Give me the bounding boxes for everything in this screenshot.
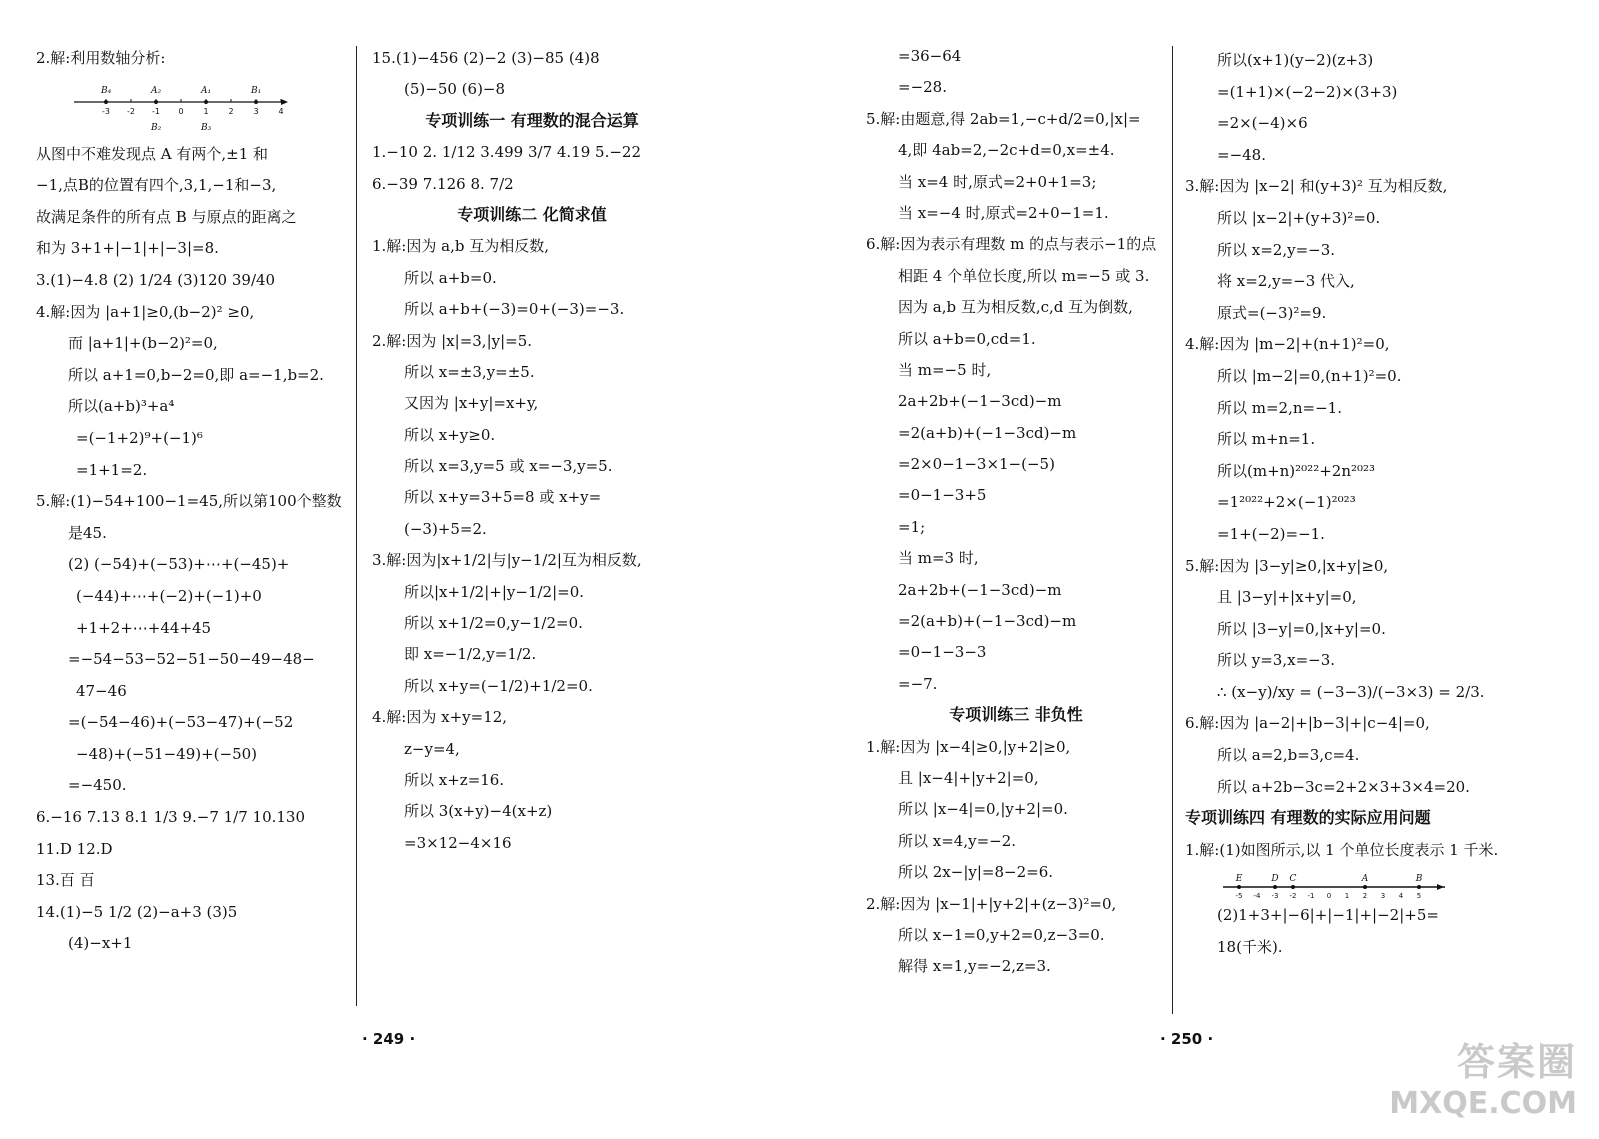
text-line: 5.解:由题意,得 2ab=1,−c+d/2=0,|x|=: [866, 109, 1141, 128]
tick-label: 0: [178, 106, 184, 116]
point-label: B₄: [101, 85, 112, 96]
text-line: 所以 a+b=0.: [404, 268, 497, 287]
text-line: 解得 x=1,y=−2,z=3.: [898, 957, 1051, 976]
text-line: 且 |3−y|+|x+y|=0,: [1217, 588, 1357, 607]
point-label: E: [1235, 874, 1243, 885]
text-line: −48)+(−51−49)+(−50): [76, 744, 258, 763]
text-line: =−48.: [1217, 145, 1266, 164]
tick-label: 2: [1362, 892, 1368, 901]
text-line: =(1+1)×(−2−2)×(3+3): [1217, 82, 1398, 101]
tick-label: 1: [1344, 892, 1350, 901]
text-line: 因为 a,b 互为相反数,c,d 互为倒数,: [898, 298, 1133, 317]
text-line: =−54−53−52−51−50−49−48−: [68, 650, 315, 669]
text-line: 所以 a=2,b=3,c=4.: [1217, 746, 1360, 765]
text-line: 3.解:因为|x+1/2|与|y−1/2|互为相反数,: [372, 551, 642, 570]
text-line: 所以 m=2,n=−1.: [1217, 398, 1342, 417]
text-line: 6.解:因为 |a−2|+|b−3|+|c−4|=0,: [1185, 714, 1430, 733]
text-line: 故满足条件的所有点 B 与原点的距离之: [36, 207, 297, 226]
text-line: 所以 x+z=16.: [404, 770, 505, 789]
section-heading: 专项训练一 有理数的混合运算: [425, 110, 639, 130]
text-line: 1.解:因为 |x−4|≥0,|y+2|≥0,: [866, 737, 1071, 756]
text-line: 当 m=−5 时,: [898, 360, 992, 379]
text-line: 1.−10 2. 1/12 3.499 3/7 4.19 5.−22: [372, 143, 642, 162]
column-3: [866, 46, 1166, 988]
text-line: 13.百 百: [36, 871, 95, 890]
tick-label: 5: [1416, 892, 1422, 901]
watermark-url: MXQE.COM: [1389, 1086, 1577, 1121]
tick-label: 3: [1380, 892, 1386, 901]
tick-label: -5: [1235, 892, 1243, 901]
point-label: B₁: [251, 85, 262, 96]
text-line: ∴ (x−y)/xy = (−3−3)/(−3×3) = 2/3.: [1217, 682, 1485, 701]
text-line: 所以 a+b=0,cd=1.: [898, 329, 1036, 348]
text-line: 1.解:(1)如图所示,以 1 个单位长度表示 1 千米.: [1185, 840, 1499, 859]
number-line-svg-2: [1185, 871, 1445, 903]
text-line: 6.−39 7.126 8. 7/2: [372, 174, 514, 193]
tick-label: 4: [278, 106, 284, 116]
watermark-title: 答案圈: [1456, 1040, 1577, 1084]
text-line: 且 |x−4|+|y+2|=0,: [898, 768, 1039, 787]
text-line: 4.解:因为 |m−2|+(n+1)²=0,: [1185, 335, 1390, 354]
number-line-svg: [36, 80, 296, 140]
point-label: A₁: [201, 85, 212, 96]
number-line-figure: [36, 80, 356, 144]
page-number-left: · 249 ·: [362, 1030, 416, 1048]
text-line: 所以 x=3,y=5 或 x=−3,y=5.: [404, 457, 613, 476]
number-line-figure-2: [1185, 871, 1485, 905]
text-line: 2.解:因为 |x|=3,|y|=5.: [372, 331, 533, 350]
text-line: 所以(x+1)(y−2)(z+3): [1217, 51, 1374, 69]
tick-label: -1: [1307, 892, 1315, 901]
text-line: 相距 4 个单位长度,所以 m=−5 或 3.: [898, 266, 1150, 285]
point-label: B: [1415, 874, 1423, 885]
tick-label: 4: [1398, 892, 1404, 901]
column-4: [1185, 50, 1499, 969]
text-line: 即 x=−1/2,y=1/2.: [404, 645, 537, 664]
text-line: =−7.: [898, 674, 938, 693]
point-label: A₂: [151, 85, 162, 96]
text-line: 所以 x+y=3+5=8 或 x+y=: [404, 488, 602, 507]
text-line: =3×12−4×16: [404, 833, 512, 852]
text-line: 所以 |x−2|+(y+3)²=0.: [1217, 208, 1381, 227]
text-line: 将 x=2,y=−3 代入,: [1217, 272, 1355, 291]
text-line: 18(千米).: [1217, 938, 1283, 957]
text-line: 所以 a+b+(−3)=0+(−3)=−3.: [404, 300, 625, 319]
text-line: 所以(a+b)³+a⁴: [68, 397, 175, 416]
tick-label: -3: [102, 106, 110, 116]
text-line: (4)−x+1: [68, 934, 133, 953]
column-1: [36, 48, 356, 965]
text-line: =−28.: [898, 78, 947, 97]
text-line: 而 |a+1|+(b−2)²=0,: [68, 334, 218, 353]
text-line: 当 x=−4 时,原式=2+0−1=1.: [898, 203, 1109, 222]
text-line: =1;: [898, 517, 926, 536]
text-line: 所以 3(x+y)−4(x+z): [404, 802, 553, 821]
text-line: 6.−16 7.13 8.1 1/3 9.−7 1/7 10.130: [36, 808, 306, 827]
text-line: 47−46: [76, 681, 127, 700]
text-line: 2.解:利用数轴分析:: [36, 49, 166, 67]
text-line: 原式=(−3)²=9.: [1217, 303, 1327, 322]
point-label: D: [1271, 874, 1279, 885]
text-line: 1.解:因为 a,b 互为相反数,: [372, 237, 549, 256]
tick-label: -3: [1271, 892, 1279, 901]
text-line: 所以 y=3,x=−3.: [1217, 651, 1336, 670]
text-line: 是45.: [68, 523, 107, 542]
text-line: +1+2+⋯+44+45: [76, 618, 212, 637]
text-line: =0−1−3+5: [898, 486, 987, 505]
text-line: =(−1+2)⁹+(−1)⁶: [76, 428, 203, 447]
watermark: [1389, 1031, 1577, 1121]
text-line: 所以 |3−y|=0,|x+y|=0.: [1217, 619, 1386, 638]
text-line: (2)1+3+|−6|+|−1|+|−2|+5=: [1217, 906, 1439, 925]
text-line: 所以 |m−2|=0,(n+1)²=0.: [1217, 366, 1402, 385]
text-line: =2(a+b)+(−1−3cd)−m: [898, 423, 1077, 442]
text-line: 从图中不难发现点 A 有两个,±1 和: [36, 144, 269, 163]
tick-label: 3: [253, 106, 259, 116]
text-line: 5.解:因为 |3−y|≥0,|x+y|≥0,: [1185, 556, 1389, 575]
text-line: 3.(1)−4.8 (2) 1/24 (3)120 39/40: [36, 270, 276, 289]
text-line: 所以 m+n=1.: [1217, 430, 1316, 449]
text-line: 6.解:因为表示有理数 m 的点与表示−1的点: [866, 235, 1157, 254]
point-label: C: [1289, 874, 1297, 885]
page-number-right: · 250 ·: [1160, 1030, 1214, 1048]
text-line: 所以 x+y=(−1/2)+1/2=0.: [404, 676, 593, 695]
text-line: 所以(m+n)²⁰²²+2n²⁰²³: [1217, 461, 1376, 480]
text-line: =1+1=2.: [76, 460, 148, 479]
text-line: 所以 x=4,y=−2.: [898, 831, 1017, 850]
column-divider: [1172, 46, 1173, 1014]
text-line: 所以 x+y≥0.: [404, 425, 496, 444]
text-line: 11.D 12.D: [36, 839, 113, 858]
tick-label: -2: [1289, 892, 1297, 901]
text-line: 所以 x−1=0,y+2=0,z−3=0.: [898, 925, 1105, 944]
section-heading: 专项训练三 非负性: [949, 705, 1083, 725]
text-line: 所以 x+1/2=0,y−1/2=0.: [404, 614, 583, 633]
text-line: 所以 a+2b−3c=2+2×3+3×4=20.: [1217, 777, 1470, 796]
point-label: B₃: [201, 122, 212, 133]
text-line: 所以 x=2,y=−3.: [1217, 240, 1336, 259]
text-line: 所以 |x−4|=0,|y+2|=0.: [898, 800, 1068, 819]
text-line: −1,点B的位置有四个,3,1,−1和−3,: [36, 176, 277, 195]
section-heading: 专项训练二 化简求值: [457, 204, 607, 224]
text-line: =36−64: [898, 47, 962, 65]
text-line: 4,即 4ab=2,−2c+d=0,x=±4.: [898, 141, 1115, 160]
text-line: 4.解:因为 |a+1|≥0,(b−2)² ≥0,: [36, 302, 255, 321]
text-line: =2(a+b)+(−1−3cd)−m: [898, 612, 1077, 631]
text-line: =−450.: [68, 776, 127, 795]
text-line: (−3)+5=2.: [404, 519, 487, 538]
text-line: (2) (−54)+(−53)+⋯+(−45)+: [68, 555, 290, 574]
text-line: 15.(1)−456 (2)−2 (3)−85 (4)8: [372, 49, 600, 67]
point-label: B₂: [151, 122, 162, 133]
tick-label: 0: [1326, 892, 1332, 901]
tick-label: -1: [152, 106, 160, 116]
text-line: =(−54−46)+(−53−47)+(−52: [68, 713, 294, 732]
text-line: 当 x=4 时,原式=2+0+1=3;: [898, 172, 1097, 191]
text-line: 5.解:(1)−54+100−1=45,所以第100个整数: [36, 492, 342, 511]
text-line: 所以|x+1/2|+|y−1/2|=0.: [404, 582, 585, 601]
column-2: [372, 48, 692, 864]
text-line: =0−1−3−3: [898, 643, 987, 662]
text-line: =2×(−4)×6: [1217, 114, 1308, 133]
tick-label: 2: [228, 106, 234, 116]
text-line: 所以 a+1=0,b−2=0,即 a=−1,b=2.: [68, 365, 324, 384]
tick-label: 1: [203, 106, 209, 116]
text-line: 2a+2b+(−1−3cd)−m: [898, 580, 1062, 599]
text-line: =2×0−1−3×1−(−5): [898, 455, 1055, 474]
text-line: 和为 3+1+|−1|+|−3|=8.: [36, 239, 219, 258]
section-heading: 专项训练四 有理数的实际应用问题: [1185, 808, 1431, 828]
tick-label: -4: [1253, 892, 1261, 901]
text-line: 所以 2x−|y|=8−2=6.: [898, 863, 1054, 882]
text-line: 14.(1)−5 1/2 (2)−a+3 (3)5: [36, 902, 238, 921]
text-line: (5)−50 (6)−8: [404, 80, 506, 99]
text-line: 当 m=3 时,: [898, 549, 979, 568]
tick-label: -2: [127, 106, 135, 116]
text-line: =1²⁰²²+2×(−1)²⁰²³: [1217, 493, 1356, 512]
text-line: z−y=4,: [404, 739, 460, 758]
text-line: 2a+2b+(−1−3cd)−m: [898, 392, 1062, 411]
text-line: 所以 x=±3,y=±5.: [404, 362, 535, 381]
point-label: A: [1361, 874, 1369, 885]
column-divider: [356, 46, 357, 1006]
text-line: (−44)+⋯+(−2)+(−1)+0: [76, 586, 262, 605]
text-line: 又因为 |x+y|=x+y,: [404, 394, 539, 413]
text-line: 3.解:因为 |x−2| 和(y+3)² 互为相反数,: [1185, 177, 1448, 196]
text-line: =1+(−2)=−1.: [1217, 524, 1325, 543]
text-line: 2.解:因为 |x−1|+|y+2|+(z−3)²=0,: [866, 894, 1117, 913]
text-line: 4.解:因为 x+y=12,: [372, 708, 508, 727]
